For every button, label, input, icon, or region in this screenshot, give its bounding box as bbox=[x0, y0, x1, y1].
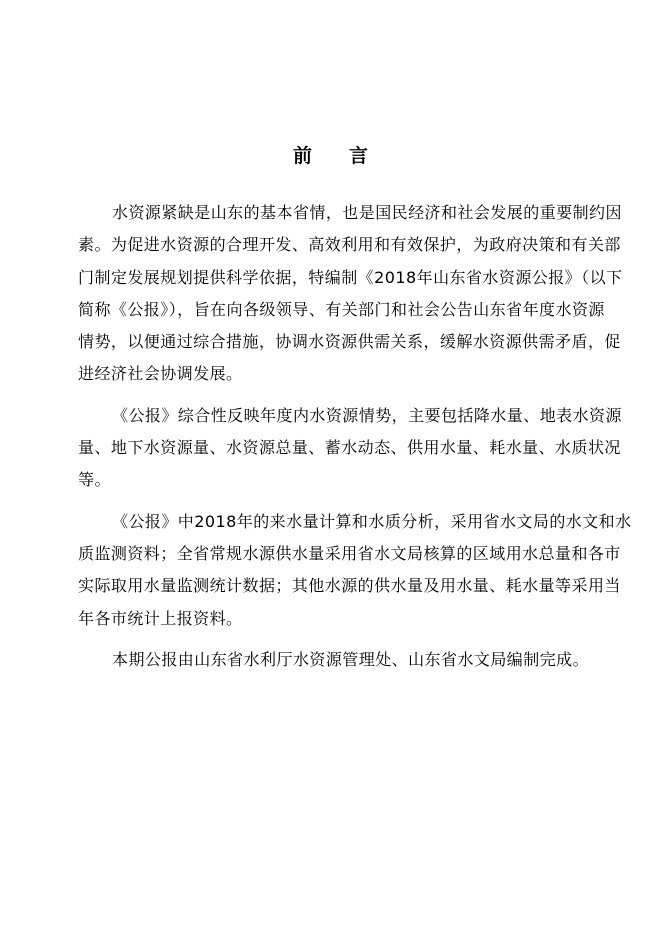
paragraph-line: 本期公报由山东省水利厅水资源管理处、山东省水文局编制完成。 bbox=[112, 649, 590, 669]
page-title bbox=[0, 145, 662, 167]
paragraph-2 bbox=[78, 400, 622, 497]
paragraph-line: 质监测资料；全省常规水源供水量采用省水文局核算的区域用水总量和各市 bbox=[78, 543, 621, 563]
title-char-1: 前 bbox=[292, 145, 313, 167]
paragraph-line: 年各市统计上报资料。 bbox=[78, 608, 243, 628]
paragraph-line: 简称《公报》），旨在向各级领导、有关部门和社会公告山东省年度水资源 bbox=[78, 299, 605, 319]
paragraph-line: 素。为促进水资源的合理开发、高效利用和有效保护，为政府决策和有关部 bbox=[78, 235, 621, 255]
paragraph-line: 门制定发展规划提供科学依据，特编制《2018年山东省水资源公报》（以下 bbox=[78, 267, 623, 287]
paragraph-line: 《公报》综合性反映年度内水资源情势，主要包括降水量、地表水资源 bbox=[112, 405, 622, 425]
paragraph-line: 《公报》中2018年的来水量计算和水质分析，采用省水文局的水文和水 bbox=[112, 511, 632, 531]
paragraph-line: 水资源紧缺是山东的基本省情，也是国民经济和社会发展的重要制约因 bbox=[112, 203, 622, 222]
preface-body bbox=[78, 197, 632, 676]
paragraph-line: 量、地下水资源量、水资源总量、蓄水动态、供用水量、耗水量、水质状况 bbox=[78, 438, 621, 458]
paragraph-line: 等。 bbox=[78, 470, 111, 490]
paragraph-line: 实际取用水量监测统计数据；其他水源的供水量及用水量、耗水量等采用当 bbox=[78, 576, 621, 596]
paragraph-4 bbox=[78, 644, 594, 676]
paragraph-line: 进经济社会协调发展。 bbox=[78, 364, 243, 384]
paragraph-1 bbox=[78, 197, 623, 391]
paragraph-line: 情势，以便通过综合措施，协调水资源供需关系，缓解水资源供需矛盾，促 bbox=[78, 332, 621, 352]
paragraph-3 bbox=[78, 506, 632, 635]
title-char-2: 言 bbox=[349, 145, 370, 167]
